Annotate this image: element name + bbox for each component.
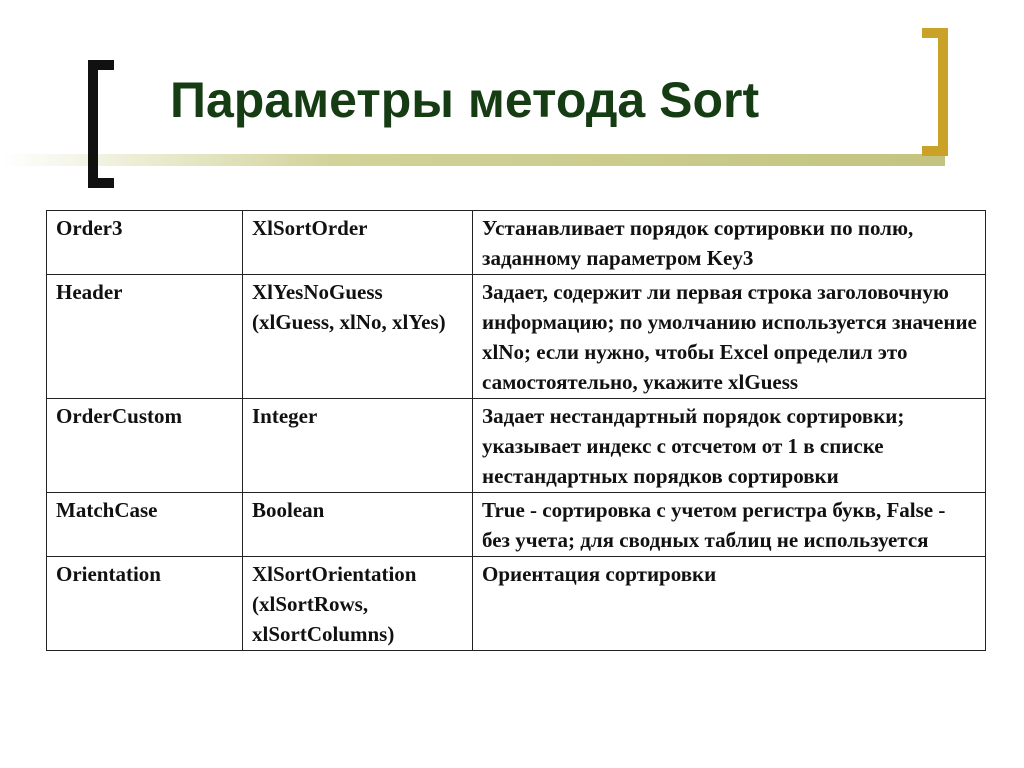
- slide-title: Параметры метода Sort: [170, 72, 760, 128]
- param-description-cell: Задает нестандартный порядок сортировки; указывает индекс с отсчетом от 1 в списке нестандартных порядков сортировки: [473, 399, 986, 493]
- param-type-cell: XlSortOrientation (xlSortRows, xlSortColumns): [243, 557, 473, 651]
- table-row: [47, 493, 986, 557]
- param-description-cell: Устанавливает порядок сортировки по полю, заданному параметром Key3: [473, 211, 986, 275]
- param-type-cell: Integer: [243, 399, 473, 493]
- table-row: [47, 399, 986, 493]
- param-name-cell: Order3: [47, 211, 243, 275]
- param-type-cell: XlYesNoGuess (xlGuess, xlNo, xlYes): [243, 275, 473, 399]
- param-type-cell: XlSortOrder: [243, 211, 473, 275]
- decorative-bar: [0, 154, 945, 166]
- param-description-cell: Ориентация сортировки: [473, 557, 986, 651]
- param-name-cell: OrderCustom: [47, 399, 243, 493]
- param-type-cell: Boolean: [243, 493, 473, 557]
- param-name-cell: Header: [47, 275, 243, 399]
- left-bracket-decoration: [88, 60, 114, 188]
- table-row: [47, 557, 986, 651]
- param-name-cell: Orientation: [47, 557, 243, 651]
- param-description-cell: True - сортировка с учетом регистра букв, False - без учета; для сводных таблиц не используется: [473, 493, 986, 557]
- param-description-cell: Задает, содержит ли первая строка заголовочную информацию; по умолчанию используется значение xlNo; если нужно, чтобы Excel определил это самостоятельно, укажите xlGuess: [473, 275, 986, 399]
- right-bracket-decoration: [922, 28, 948, 156]
- table-row: [47, 211, 986, 275]
- parameters-table: [46, 210, 986, 651]
- table-row: [47, 275, 986, 399]
- param-name-cell: MatchCase: [47, 493, 243, 557]
